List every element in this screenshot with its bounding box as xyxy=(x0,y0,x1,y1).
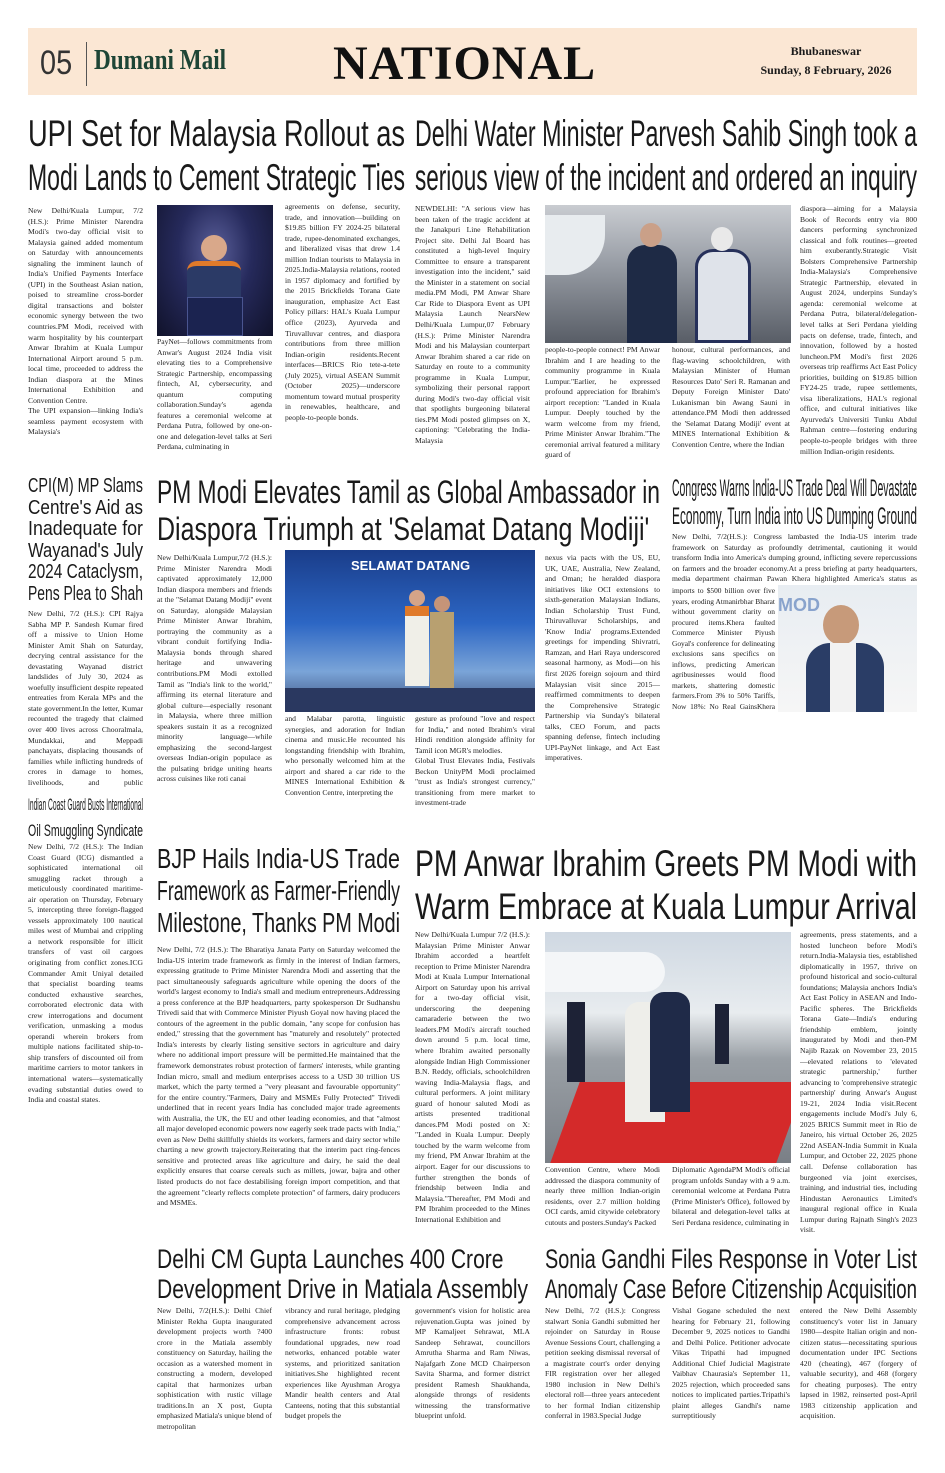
article-gupta-col-1: New Delhi, 7/2(H.S.): Delhi Chief Minister Rekha Gupta inaugurated development projects worth ?400 crore in the Matiala assembly constituency on Saturday, hailing the occasion as a watershed moment in constructing a modern, developed capital that harmonizes urban sophistication with rustic village traditions.In an X post, Gupta emphasized Matiala's unique blend of metropolitan xyxy=(157,1306,272,1432)
article-tamil-col-2: and Malabar parotta, linguistic synergies, and adoration for Indian cinema and music.He recounted his longstanding friendship with Ibrahim, who personally welcomed him at the airport and shared a car ride to the MINES International Exhibition & Convention Centre, interpreting the xyxy=(285,714,405,797)
article-anwar-col-4: agreements, press statements, and a hosted luncheon before Modi's return.India-Malaysia ties, established diplomatically in 1957, thrive on profound historical and socio-cultural foundations; Malaysia anchors India's Act East Policy in ASEAN and Indo-Pacific spheres. The Brickfields Torana Gate—India's enduring friendship emblem, jointly inaugurated by Modi and then-PM Najib Razak on November 23, 2015—elevated relations to 'elevated strategic partnership,' further advancing to 'comprehensive strategic partnership' during Anwar's August 19-21, 2024 India visit.Recent engagements include Modi's July 6, 2025 BRICS Summit meet in Rio de Janeiro, his virtual October 26, 2025 22nd ASEAN-India Summit in Kuala Lumpur, and October 22, 2025 phone call. Defense collaboration has burgeoned via joint exercises, training, and industrial ties, including Hindustan Aeronautics Limited's inaugural regional office in Kuala Lumpur during Rajnath Singh's 2023 visit. xyxy=(800,930,917,1235)
article-tamil-col-3: gesture as profound "love and respect for India," and noted Ibrahim's viral Hindi rendition alongside affinity for Tamil icon MGR's melodies. Global Trust Elevates India, Festivals Beckon UnityPM Modi proclaimed "trust as India's strongest currency," transitioning from mere market to investment-trade xyxy=(415,714,535,808)
paper-name: Dumani Mail xyxy=(94,44,227,76)
divider xyxy=(86,42,87,86)
headline-line: Anomaly Case Before Citizenship Acquisition xyxy=(545,1274,917,1304)
headline-line: serious view of the incident and ordered an inquiry xyxy=(415,157,917,198)
headline-sonia xyxy=(545,1244,917,1304)
article-upi-col-3: agreements on defense, security, trade, and innovation—building on $19.85 billion FY 2024-25 bilateral trade, rupee-denominated exchanges, and liberalized visas that drew 1.4 million Indian tourists to Malaysia in 2025.India-Malaysia relations, rooted in 1957 diplomacy and fortified by the 2015 Brickfields Torana Gate inauguration, emphasize Act East Policy pillars: HAL's Kuala Lumpur office (2023), Ayurveda and Tiruvalluvar centres, and diaspora contributions from three million Indian-origin residents.Recent interfaces—BRICS Rio tete-a-tete (July 2025), virtual ASEAN Summit (October 2025)—underscore momentum toward mutual prosperity in renewables, healthcare, and people-to-people bonds. xyxy=(285,202,400,422)
article-cpi-col-1: New Delhi, 7/2 (H.S.): CPI Rajya Sabha MP P. Sandesh Kumar fired off a missive to Union Home Minister Amit Shah on Saturday, decrying central assistance for the devastating Wayanad district landslides of July 30, 2024 as woefully insufficient despite repeated entreaties from Kerala MPs and the state government.In the letter, Kumar recounted the tragedy that claimed over 400 lives across Chooralmala, Mundakkai, and Meppadi panchayats, displacing thousands of families while inflicting hundreds of crores in damage to homes, livelihoods, and public xyxy=(28,609,143,787)
headline-tamil xyxy=(157,474,660,548)
article-water-col-1: NEWDELHI: "A serious view has been taken of the tragic accident at the Janakpuri Line Rehabilitation Project site. Delhi Jal Board has constituted a high-level Inquiry Committee to ensure a transparent investigation into the incident," said the Minister in a statement on social media.PM Modi, PM Anwar Share Car Ride to Diaspora Event as UPI Malaysia Launch NearsNew Delhi/Kuala Lumpur,07 February (H.S.): Prime Minister Narendra Modi and his Malaysian counterpart Anwar Ibrahim shared a car ride on Saturday en route to a community programme in Kuala Lumpur, symbolizing their personal rapport during Modi's two-day official visit that spotlights burgeoning bilateral ties.PM Modi posted glimpses on X, captioning: "Celebrating the India-Malaysia xyxy=(415,204,530,446)
headline-line: 2024 Cataclysm, xyxy=(28,561,143,583)
headline-line: Diaspora Triumph at 'Selamat Datang Modiji' xyxy=(157,511,650,547)
headline-line: Inadequate for xyxy=(28,518,143,540)
article-tamil-col-1: New Delhi/Kuala Lumpur,7/2 (H.S.): Prime Minister Narendra Modi captivated approximately 12,000 Indian diaspora members and friends at the "Selamat Datang Modiji" event on Saturday, alongside Malaysian Prime Minister Anwar Ibrahim, portraying the community as a vibrant conduit fortifying India-Malaysia bonds through shared heritage and unwavering contributions.PM Modi extolled Tamil as "India's link to the world," affirming its eternal literature and global culture—especially resonant in Malaysia, where three million speakers sustain it as a recognized minority language—while emphasizing the second-largest overseas Indian-origin populace as the pulsating bridge uniting hearts across cuisines like roti canai xyxy=(157,553,272,784)
headline-line: Modi Lands to Cement Strategic Ties xyxy=(28,157,405,198)
article-bjp-col-1: New Delhi, 7/2 (H.S.): The Bharatiya Janata Party on Saturday welcomed the India-US interim trade framework as firmly in the interest of Indian farmers, expressing gratitude to Prime Minister Narendra Modi and asserting that the pact simultaneously safeguards agriculture while opening the doors of the world's largest economy to India's small and medium entrepreneurs.Addressing a press conference at the BJP headquarters, party spokesperson Dr Sudhanshu Trivedi said that with Commerce Minister Piyush Goyal now having placed the contours of the agreement in the public domain, "any scope for confusion has ended," stressing that the government has "maturely and resolutely" protected India's interests by clearly listing sensitive sectors in agriculture and dairy where no additional import pressure will be permitted.He maintained that the framework demonstrates robust protection of farmers' interests, while granting Indian micro, small and medium enterprises access to a USD 30 trillion US market, which the party termed a "very pleasant and favourable opportunity" for the entire country."Farmers, Dairy and MSMEs Fully Protected" Trivedi underlined that in recent years India has concluded major trade agreements with Australia, the UK, the EU and other leading economies, and that "almost all major developed economic powers now eagerly seek trade pacts with India," even as New Delhi skillfully shields its workers, farmers and dairy sector while charting a new growth trajectory.Reiterating that the interim pact ring-fences sensitive and protected areas like agriculture and dairy, he said the deal explicitly ensures that coarse cereals such as millets, jowar, bajra and other listed products do not face destabilising foreign import competition, and that the agreement "clearly reflects complete protection" of farmers, dairy producers and MSMEs. xyxy=(157,945,400,1208)
photo-pawan-khera: MOD xyxy=(778,585,917,712)
article-upi-col-2: PayNet—follows commitments from Anwar's August 2024 India visit elevating ties to a Comprehensive Strategic Partnership, encompassing fintech, AI, cybersecurity, and quantum computing collaboration.Sunday's agenda features a ceremonial welcome at Perdana Putra, followed by one-on-one and delegation-level talks at Seri Perdana, culminating in xyxy=(157,337,272,452)
headline-line: Delhi CM Gupta Launches 400 Crore xyxy=(157,1244,504,1274)
headline-line: Framework as Farmer-Friendly xyxy=(157,875,400,906)
article-anwar-col-3: Diplomatic AgendaPM Modi's official program unfolds Sunday with a 9 a.m. ceremonial welcome at Perdana Putra (Prime Minister's Office), followed by bilateral and delegation-level talks at Seri Perdana residence, culminating in xyxy=(672,1165,790,1227)
headline-line: Indian Coast Guard Busts International xyxy=(28,795,143,814)
article-sonia-col-2: Vishal Gogane scheduled the next hearing for February 21, following December 9, 2025 notices to Gandhi and Delhi Police. Petitioner advocate Vikas Tripathi had impugned Additional Chief Judicial Magistrate Vaibhav Chaurasia's September 11, 2025 rejection, which proceeded sans notices to implicated parties.Tripathi's plaint alleges Gandhi's name surreptitiously xyxy=(672,1306,790,1421)
headline-line: Centre's Aid as xyxy=(28,496,143,519)
headline-congress xyxy=(672,475,917,531)
headline-line: Congress Warns India-US Trade Deal Will Devastate xyxy=(672,475,917,502)
article-gupta-col-2: vibrancy and rural heritage, pledging comprehensive advancement across infrastructure fronts: robust foundational upgrades, new road networks, enhanced potable water systems, and prioritized sanitation initiatives.She highlighted recent experiences like Ayushman Arogya Mandir health centers and Atal Canteens, noting that this substantial budget propels the xyxy=(285,1306,400,1421)
article-water-col-4: diaspora—aiming for a Malaysia Book of Records entry via 800 dancers performing synchronized classical and folk routines—greeted him exuberantly.Strategic Visit Bolsters Comprehensive Partnership India-Malaysia's Comprehensive Strategic Partnership, elevated in August 2024, underpins Sunday's agenda: ceremonial welcome at Perdana Putra, bilateral/delegation-level talks at Seri Perdana yielding pacts on defense, trade, fintech, and innovation, followed by a hosted luncheon.PM Modi's first 2026 overseas trip reaffirms Act East Policy priorities, building on $19.85 billion FY24-25 trade, rupee settlements, visa liberalizations, HAL's regional office, and cultural initiatives like Ayurveda's Universiti Tunku Abdul Rahman centre—fostering enduring people-to-people bridges with three million Indian-origin residents. xyxy=(800,204,917,456)
headline-cpi xyxy=(28,476,143,605)
article-water-col-3: honour, cultural performances, and flag-waving schoolchildren, with Malaysian Minister of Human Resources Dato' Seri R. Ramanan and Deputy Foreign Minister Dato' Lukanisman bin Awang Sauni in attendance.PM Modi then addressed the 'Selamat Datang Modiji' event at MINES International Exhibition & Convention Centre, where the Indian xyxy=(672,345,790,449)
article-upi-col-1: New Delhi/Kuala Lumpur, 7/2 (H.S.): Prime Minister Narendra Modi's two-day official visit to Malaysia gained added momentum on Saturday with announcements signaling the imminent launch of India's Unified Payments Interface (UPI) in the Southeast Asian nation, poised to streamline cross-border digital transactions and bolster economic synergy between the two countries.PM Modi, received with warm hospitality by his counterpart Anwar Ibrahim at Kuala Lumpur International Airport around 5 p.m. local time, proceeded to address the Indian diaspora at the Mines International Exhibition and Convention Centre. The UPI expansion—linking India's seamless payment ecosystem with Malaysia's xyxy=(28,206,143,437)
article-congress-col-1: New Delhi, 7/2(H.S.): Congress lambasted the India-US interim trade framework on Saturday as profoundly detrimental, cautioning it would transform India into America's dumping ground, inflicting severe repercussions on farmers and the broader economy.At a press briefing at party headquarters, media department chairman Pawan Khera highlighted America's status as xyxy=(672,532,917,584)
headline-line: Pens Plea to Shah xyxy=(28,582,143,605)
article-congress-col-2: imports to $500 billion over five years, eroding Atmanirbhar Bharat without government clarity on procured items.Khera faulted Commerce Minister Piyush Goyal's conference for delineating exclusions sans specifics on inflows, predicting American agribusinesses would flood markets, shattering domestic farmers.From 3% to 50% Tariffs, Now 18%: No Real GainsKhera xyxy=(672,586,775,712)
article-sonia-col-1: New Delhi, 7/2 (H.S.): Congress stalwart Sonia Gandhi submitted her rejoinder on Saturday in Rouse Avenue Sessions Court, challenging a petition seeking dismissal reversal of a magistrate court's order denying FIR registration over her alleged 1980 inclusion in New Delhi's electoral roll—three years antecedent to her formal Indian citizenship conferral in 1983.Special Judge xyxy=(545,1306,660,1421)
headline-line: Wayanad's July xyxy=(28,539,143,562)
photo-caption-lettering: SELAMAT DATANG xyxy=(351,558,471,573)
headline-line: Sonia Gandhi Files Response in Voter List xyxy=(545,1244,917,1274)
headline-line: Development Drive in Matiala Assembly xyxy=(157,1274,529,1304)
headline-line: Economy, Turn India into US Dumping Ground xyxy=(672,503,917,530)
headline-line: CPI(M) MP Slams xyxy=(28,475,143,497)
page-number: 05 xyxy=(40,44,73,82)
headline-line: UPI Set for Malaysia Rollout as xyxy=(28,113,405,154)
headline-line: Delhi Water Minister Parvesh Sahib Singh took a xyxy=(415,113,917,154)
headline-bjp xyxy=(157,843,400,939)
photo-airport-embrace xyxy=(545,932,791,1163)
article-anwar-col-2: Convention Centre, where Modi addressed the diaspora community of nearly three million Indian-origin residents, over 2.7 million holding OCI cards, amid citywide celebratory cutouts and posters.Sunday's Packed xyxy=(545,1165,660,1227)
headline-line: PM Modi Elevates Tamil as Global Ambassador in xyxy=(157,474,660,510)
headline-water xyxy=(415,112,917,200)
headline-line: PM Anwar Ibrahim Greets PM Modi with xyxy=(415,843,917,884)
dateline xyxy=(751,42,901,80)
headline-coast-guard xyxy=(28,792,143,844)
masthead xyxy=(28,28,917,95)
headline-line: BJP Hails India-US Trade xyxy=(157,843,400,874)
photo-modi-podium xyxy=(157,205,273,336)
photo-car-ride xyxy=(545,205,791,343)
headline-gupta xyxy=(157,1244,530,1304)
headline-anwar xyxy=(415,842,917,928)
city: Bhubaneswar xyxy=(790,44,862,58)
section-title: NATIONAL xyxy=(333,37,597,90)
article-coast-col-1: New Delhi, 7/2 (H.S.): The Indian Coast Guard (ICG) dismantled a sophisticated international oil smuggling racket through a meticulously coordinated maritime-air operation on Thursday, February 5, intercepting three foreign-flagged vessels approximately 100 nautical miles west of Mumbai and crippling a network responsible for illicit transfers of vast oil cargoes originating from conflict zones.ICG Commander Amit Uniyal detailed that specialist boarding teams conducted exhaustive searches, corroborated electronic data with crew interrogations and document verification, unmasking a modus operandi wherein brokers from multiple nations facilitated ship-to-ship transfers of discounted oil from maritime carriers to motor tankers in international waters—systematically evading substantial duties owed to India and coastal states. xyxy=(28,842,143,1105)
headline-upi xyxy=(28,112,405,200)
article-tamil-col-4: nexus via pacts with the US, EU, UK, UAE, Australia, New Zealand, and Oman; he heralded diaspora initiatives like OCI extensions to sixth-generation Malaysian Indians, Indian Scholarship Trust Fund, Thiruvalluvar Scholarships, and 'Know India' programs.Extended greetings for impending Shivratri, Ramzan, and Hari Raya underscored seasonal harmony, as Modi—on his first 2026 foreign sojourn and third Malaysian visit since 2015—reaffirmed commitments to deepen the Comprehensive Strategic Partnership via Sunday's bilateral talks, CEO Forum, and pacts spanning defense, fintech including UPI-PayNet linkage, and Act East imperatives. xyxy=(545,553,660,763)
date: Sunday, 8 February, 2026 xyxy=(760,63,892,77)
article-anwar-col-1: New Delhi/Kuala Lumpur 7/2 (H.S.): Malaysian Prime Minister Anwar Ibrahim accorded a heartfelt reception to Prime Minister Narendra Modi at Kuala Lumpur International Airport on Saturday upon his arrival for a two-day official visit, underscoring the deepening camaraderie between the two leaders.PM Modi's aircraft touched down around 5 p.m. local time, where Ibrahim awaited personally alongside Indian High Commissioner B.N. Reddy, officials, schoolchildren waving India-Malaysia flags, and cultural performers. A joint military guard of honour saluted Modi as artists presented traditional dances.PM Modi posted on X: "Landed in Kuala Lumpur. Deeply touched by the warm welcome from my friend, PM Anwar Ibrahim at the airport. Eager for our discussions to further strengthen the bonds of friendship between India and Malaysia."Thereafter, PM Modi and PM Ibrahim proceeded to the Mines International Exhibition and xyxy=(415,930,530,1224)
article-gupta-col-3: government's vision for holistic area rejuvenation.Gupta was joined by MP Kamaljeet Sehrawat, MLA Sandeep Sehrawat, councillors Amrutha Sharma and Ram Niwas, Najafgarh Zone MCD Chairperson Savita Sharma, and former district president Ramesh Shaukhanda, alongside throngs of residents witnessing the transformative blueprint unfold. xyxy=(415,1306,530,1421)
headline-line: Milestone, Thanks PM Modi xyxy=(157,907,400,938)
headline-line: Oil Smuggling Syndicate xyxy=(28,821,143,840)
photo-selamat-datang xyxy=(285,550,535,712)
headline-line: Warm Embrace at Kuala Lumpur Arrival xyxy=(415,886,917,927)
article-water-col-2: people-to-people connect! PM Anwar Ibrahim and I are heading to the community programme in Kuala Lumpur."Earlier, he expressed profound appreciation for Ibrahim's airport reception: "Landed in Kuala Lumpur. Deeply touched by the warm welcome from my friend, Prime Minister Anwar Ibrahim."The ceremonial arrival featured a military guard of xyxy=(545,345,660,460)
article-sonia-col-3: entered the New Delhi Assembly constituency's voter list in January 1980—despite Italian origin and non-citizen status—necessitating spurious documentation under IPC Sections 420 (cheating), 467 (forgery of valuable security), and 468 (forgery for cheating purposes). The entry lapsed in 1982, reinserted post-April 1983 citizenship application and acquisition. xyxy=(800,1306,917,1421)
